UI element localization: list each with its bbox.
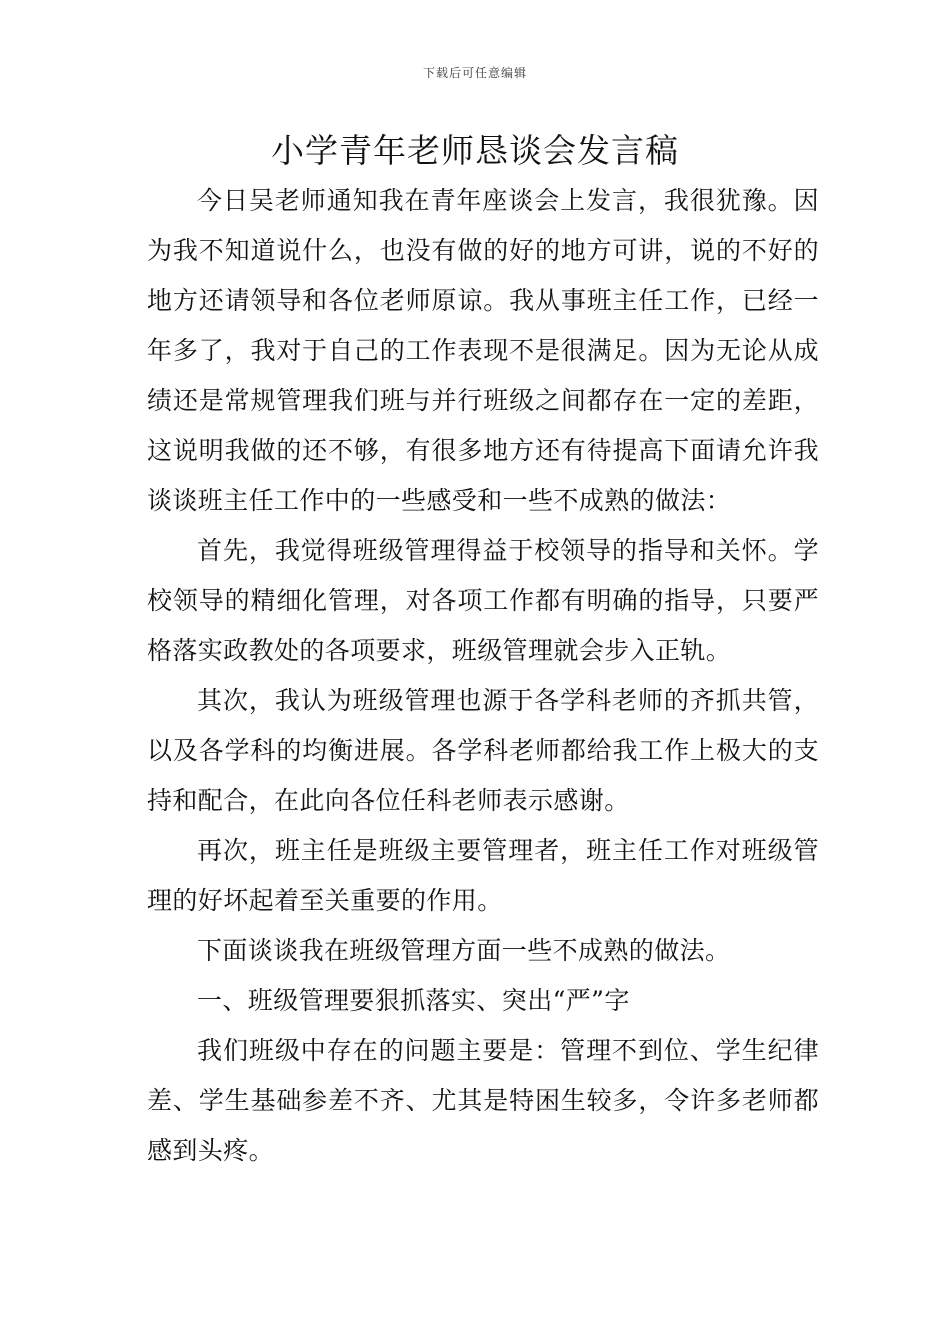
paragraph-4: 再次，班主任是班级主要管理者，班主任工作对班级管理的好坏起着至关重要的作用。 <box>147 836 819 915</box>
paragraph-5: 下面谈谈我在班级管理方面一些不成熟的做法。 <box>197 936 731 965</box>
paragraph-1: 今日吴老师通知我在青年座谈会上发言，我很犹豫。因为我不知道说什么，也没有做的好的地方可讲，说的不好的地方还请领导和各位老师原谅。我从事班主任工作，已经一年多了，我对于自己的工作表现不是很满足。因为无论从成绩还是常规管理我们班与并行班级之间都存在一定的差距，这说明我做的还不够，有很多地方还有待提高下面请允许我谈谈班主任工作中的一些感受和一些不成熟的做法： <box>147 186 819 515</box>
paragraph-6: 我们班级中存在的问题主要是：管理不到位、学生纪律差、学生基础参差不齐、尤其是特困生较多，令许多老师都感到头疼。 <box>147 1036 819 1165</box>
header-note: 下载后可任意编辑 <box>422 66 527 80</box>
section-heading-1: 一、班级管理要狠抓落实、突出“严”字 <box>197 986 630 1015</box>
document-title: 小学青年老师恳谈会发言稿 <box>271 131 679 170</box>
paragraph-2: 首先，我觉得班级管理得益于校领导的指导和关怀。学校领导的精细化管理，对各项工作都有明确的指导，只要严格落实政教处的各项要求，班级管理就会步入正轨。 <box>147 536 819 665</box>
document-body <box>147 176 819 1176</box>
paragraph-3: 其次，我认为班级管理也源于各学科老师的齐抓共管，以及各学科的均衡进展。各学科老师都给我工作上极大的支持和配合，在此向各位任科老师表示感谢。 <box>147 686 819 815</box>
